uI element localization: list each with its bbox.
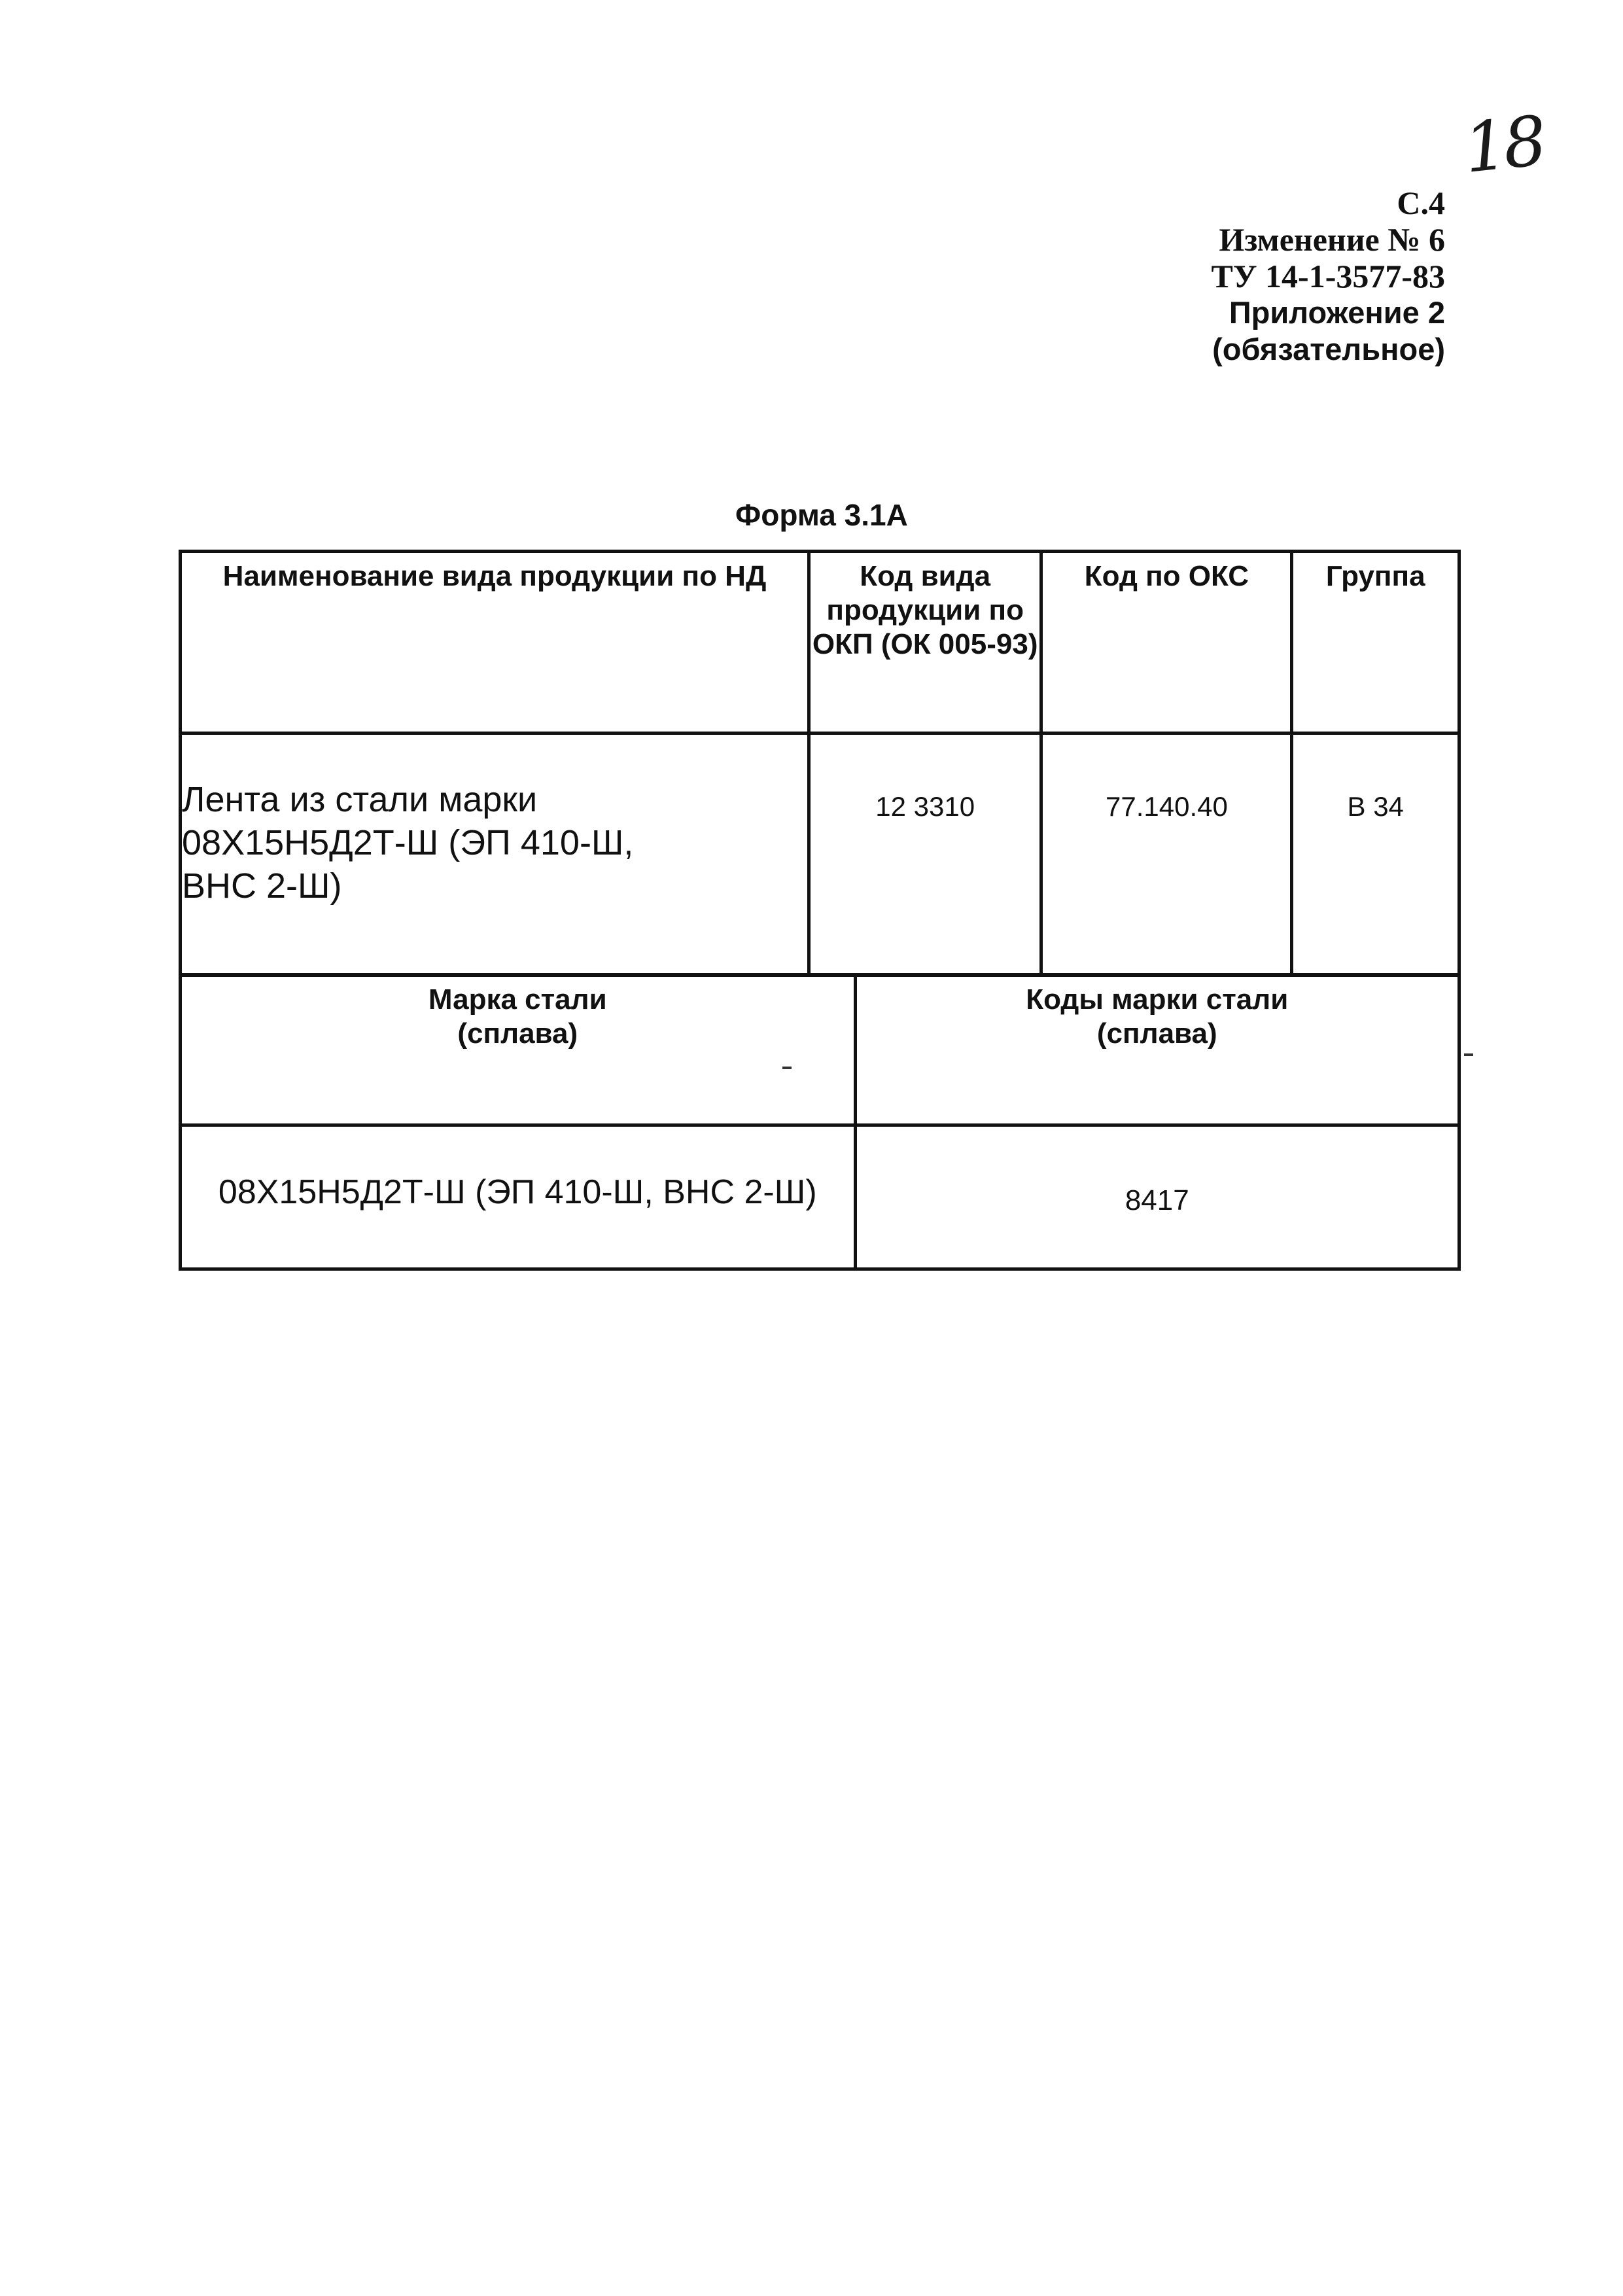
scan-artifact-mark	[782, 1067, 792, 1069]
scan-artifact-mark	[1464, 1053, 1473, 1056]
header-steel-grade	[181, 975, 856, 1125]
header-steel-grade-line: (сплава)	[457, 1017, 578, 1050]
cell-steel-grade: 08Х15Н5Д2Т-Ш (ЭП 410-Ш, ВНС 2-Ш)	[181, 1125, 856, 1269]
handwritten-page-number: 18	[1459, 101, 1547, 188]
product-table-header-row	[181, 552, 1459, 733]
header-product-name: Наименование вида продукции по НД	[181, 552, 809, 733]
table-row	[181, 733, 1459, 976]
header-grade-codes-line: Коды марки стали	[1026, 983, 1289, 1016]
cell-grade-code: 8417	[855, 1125, 1459, 1269]
steel-grade-table	[179, 973, 1461, 1271]
cell-group: В 34	[1292, 733, 1459, 976]
steel-grade-header-row	[181, 975, 1459, 1125]
cell-product-name	[181, 733, 809, 976]
header-appendix-type: (обязательное)	[1212, 332, 1445, 366]
document-header	[1212, 185, 1446, 368]
header-standard: ТУ 14-1-3577-83	[1211, 258, 1445, 294]
table-row	[181, 1125, 1459, 1269]
form-title: Форма 3.1А	[735, 498, 908, 532]
header-steel-grade-line: Марка стали	[428, 983, 607, 1016]
product-name-line: Лента из стали марки	[182, 780, 538, 819]
cell-oks-code: 77.140.40	[1041, 733, 1292, 976]
product-table	[179, 550, 1461, 977]
product-name-line: 08Х15Н5Д2Т-Ш (ЭП 410-Ш,	[182, 823, 634, 862]
header-appendix: Приложение 2	[1229, 295, 1445, 330]
header-oks-code: Код по ОКС	[1041, 552, 1292, 733]
header-change: Изменение № 6	[1219, 221, 1445, 258]
header-okp-code: Код вида продукции по ОКП (ОК 005-93)	[809, 552, 1041, 733]
cell-okp-code: 12 3310	[809, 733, 1041, 976]
header-grade-codes-line: (сплава)	[1096, 1017, 1217, 1050]
header-page: С.4	[1397, 185, 1445, 221]
product-name-line: ВНС 2-Ш)	[182, 866, 342, 906]
header-group: Группа	[1292, 552, 1459, 733]
header-grade-codes	[855, 975, 1459, 1125]
